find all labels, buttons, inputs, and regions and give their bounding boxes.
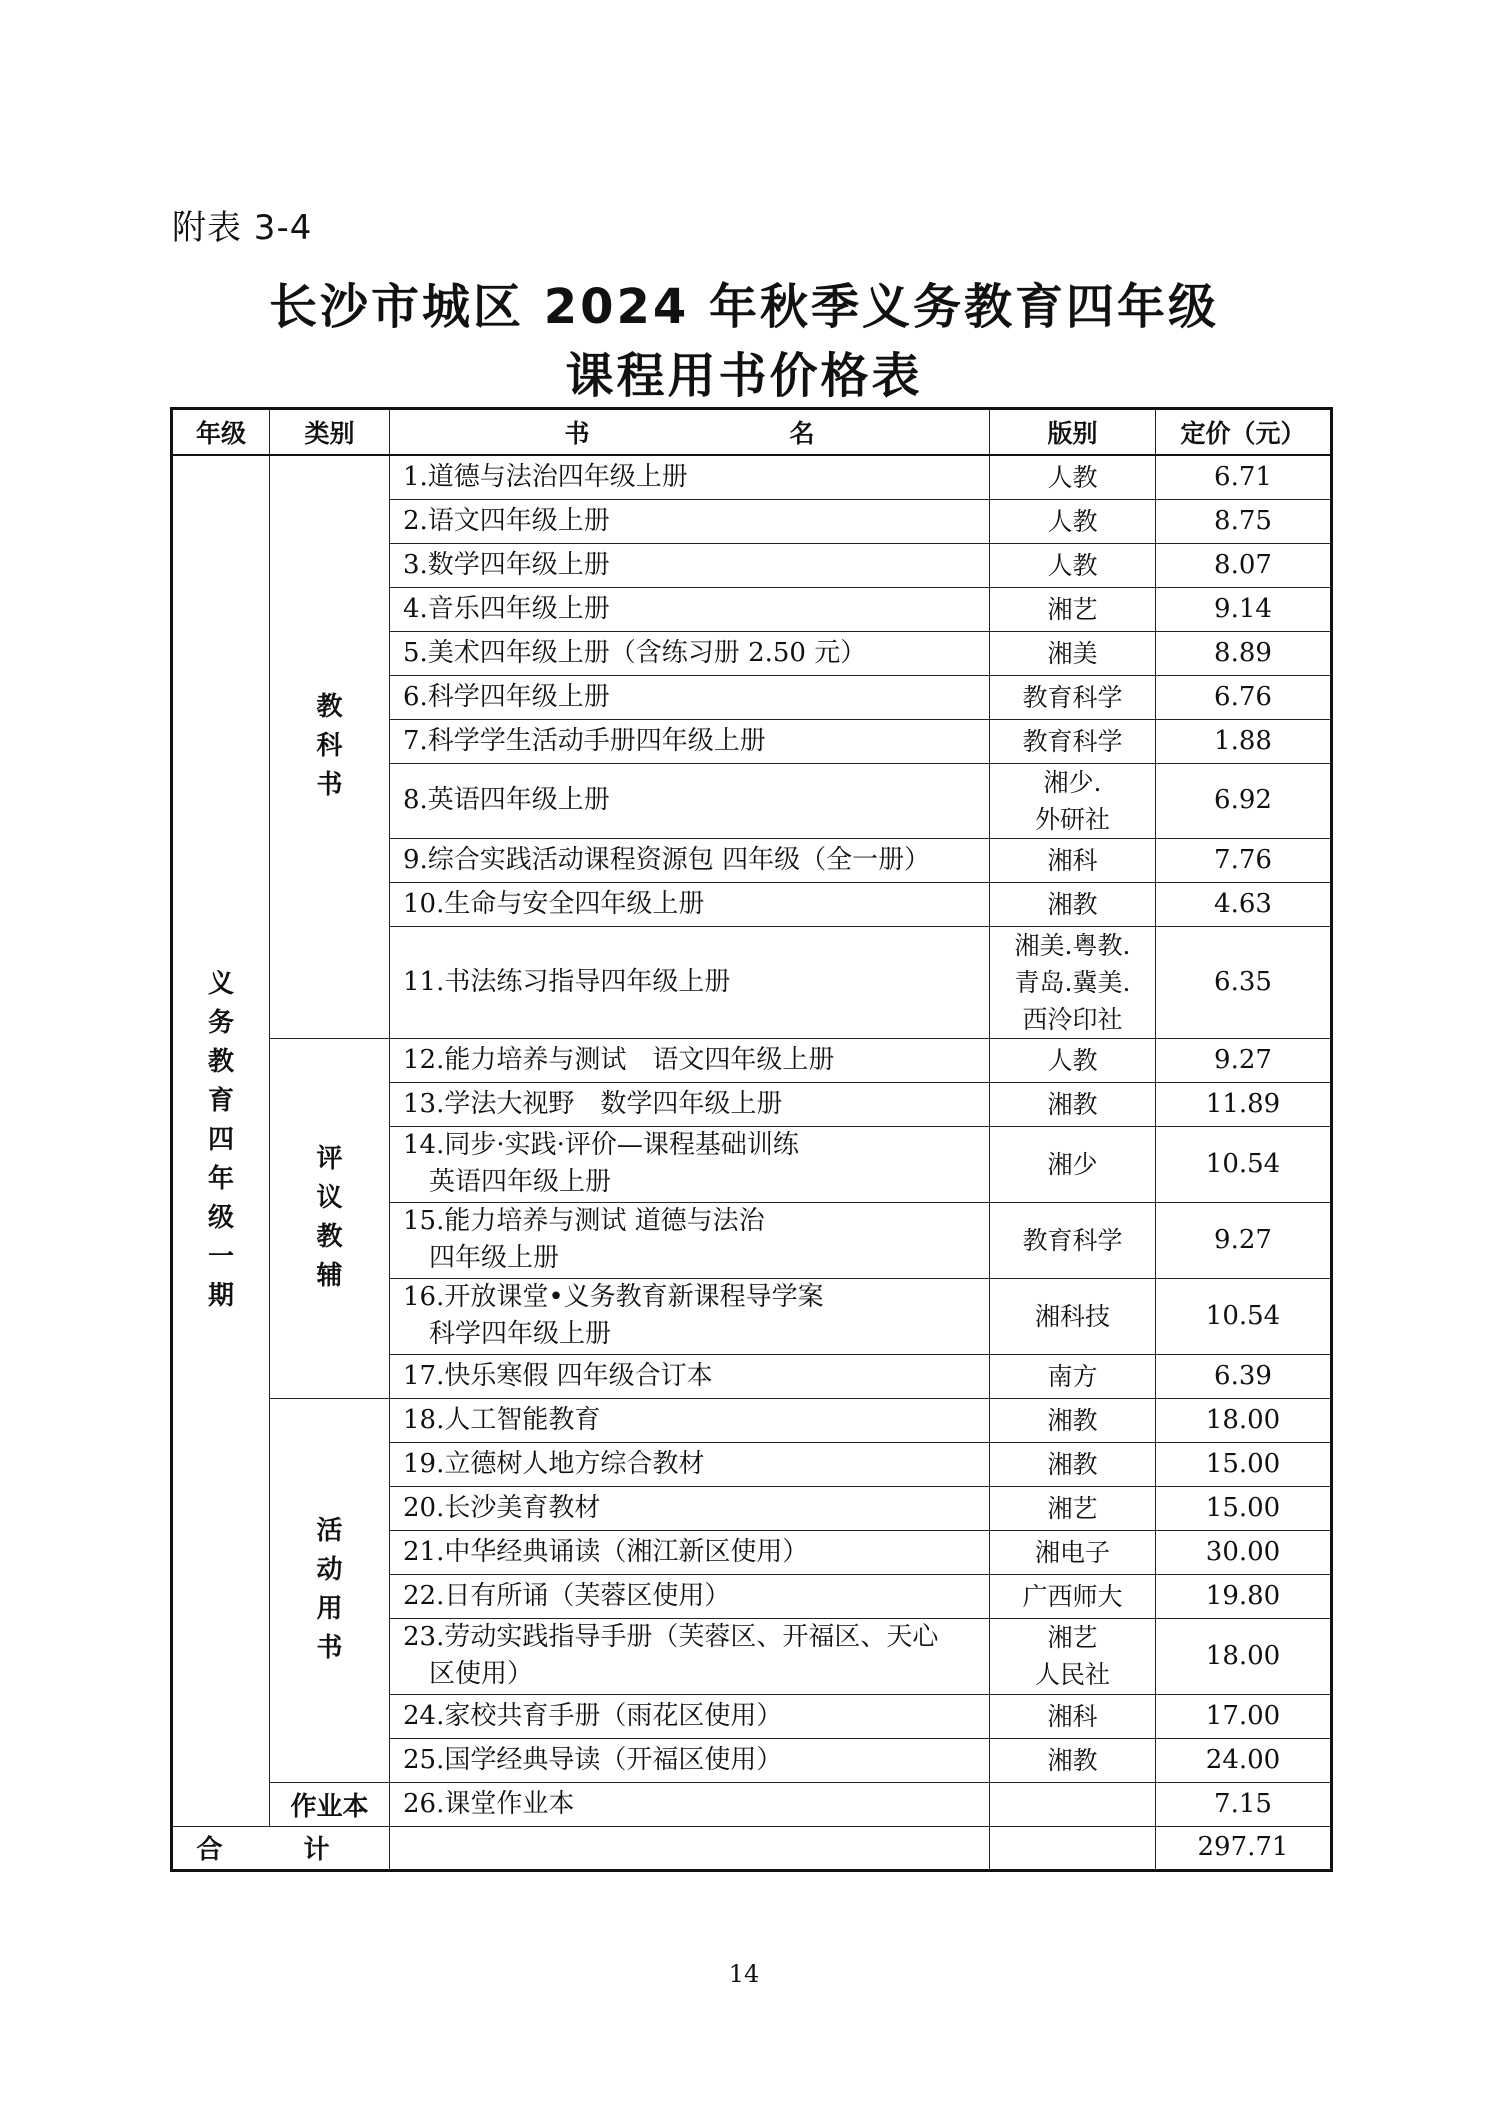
grade-cell-char: 务 [207, 1008, 234, 1039]
book-name-cell [390, 1126, 990, 1202]
table-row [172, 1038, 1332, 1082]
book-name-line: 区使用） [429, 1659, 534, 1689]
edition-cell: 教育科学 [990, 1202, 1156, 1278]
edition-cell: 湘电子 [990, 1530, 1156, 1574]
price-cell: 7.76 [1156, 838, 1332, 882]
header-book-name [390, 409, 990, 456]
book-name-cell: 25.国学经典导读（开福区使用） [390, 1738, 990, 1782]
category-textbook-char: 科 [316, 731, 343, 762]
book-name-cell: 18.人工智能教育 [390, 1398, 990, 1442]
edition-line: 湘艺 [1047, 1623, 1098, 1652]
price-cell: 10.54 [1156, 1126, 1332, 1202]
header-price: 定价（元） [1156, 409, 1332, 456]
book-name-cell [390, 1202, 990, 1278]
edition-cell: 湘科 [990, 838, 1156, 882]
price-cell: 11.89 [1156, 1082, 1332, 1126]
book-name-cell: 12.能力培养与测试 语文四年级上册 [390, 1038, 990, 1082]
edition-cell: 湘教 [990, 882, 1156, 926]
book-name-line: 科学四年级上册 [429, 1319, 612, 1349]
grade-cell-char: 期 [207, 1281, 234, 1312]
price-cell: 9.27 [1156, 1202, 1332, 1278]
edition-cell [990, 1618, 1156, 1694]
price-cell: 24.00 [1156, 1738, 1332, 1782]
category-activity-char: 书 [316, 1633, 343, 1663]
grade-cell-char: 四 [207, 1125, 234, 1156]
grade-cell-char: 年 [207, 1164, 234, 1195]
category-activity [270, 1398, 390, 1782]
book-name-line: 四年级上册 [429, 1243, 560, 1273]
appendix-label: 附表 3-4 [172, 208, 313, 248]
book-name-cell: 13.学法大视野 数学四年级上册 [390, 1082, 990, 1126]
edition-cell: 南方 [990, 1354, 1156, 1398]
category-review-char: 教 [316, 1222, 343, 1252]
book-name-cell [390, 1278, 990, 1354]
category-activity-char: 活 [316, 1516, 343, 1546]
book-name-cell: 11.书法练习指导四年级上册 [390, 926, 990, 1038]
grade-cell-char: 教 [207, 1047, 234, 1078]
book-name-cell: 9.综合实践活动课程资源包 四年级（全一册） [390, 838, 990, 882]
edition-cell: 湘教 [990, 1738, 1156, 1782]
grade-cell [172, 455, 270, 1826]
total-price: 297.71 [1156, 1826, 1332, 1870]
book-name-cell: 19.立德树人地方综合教材 [390, 1442, 990, 1486]
grade-cell-char: 一 [207, 1242, 234, 1273]
edition-line: 人民社 [1034, 1660, 1110, 1689]
edition-cell: 湘艺 [990, 1486, 1156, 1530]
table-row [172, 455, 1332, 499]
book-name-cell: 3.数学四年级上册 [390, 543, 990, 587]
category-review-char: 评 [316, 1144, 343, 1174]
book-name-line: 15.能力培养与测试 道德与法治 [403, 1206, 765, 1236]
book-name-line: 23.劳动实践指导手册（芙蓉区、开福区、天心 [403, 1622, 939, 1652]
price-cell: 7.15 [1156, 1782, 1332, 1826]
book-name-cell: 17.快乐寒假 四年级合订本 [390, 1354, 990, 1398]
edition-cell: 人教 [990, 455, 1156, 499]
grade-cell-char: 育 [207, 1086, 234, 1117]
price-cell: 18.00 [1156, 1398, 1332, 1442]
category-review [270, 1038, 390, 1398]
grade-cell-char: 义 [207, 969, 234, 1000]
price-cell: 4.63 [1156, 882, 1332, 926]
category-activity-char: 用 [316, 1594, 343, 1624]
book-name-line: 16.开放课堂•义务教育新课程导学案 [403, 1282, 824, 1312]
price-table [170, 407, 1333, 1872]
table-header-row [172, 409, 1332, 456]
category-review-char: 议 [316, 1183, 343, 1213]
price-cell: 8.75 [1156, 499, 1332, 543]
page-title-line-2: 课程用书价格表 [565, 348, 923, 404]
table-row [172, 1782, 1332, 1826]
price-cell: 9.27 [1156, 1038, 1332, 1082]
price-cell: 6.39 [1156, 1354, 1332, 1398]
edition-cell: 人教 [990, 1038, 1156, 1082]
edition-cell: 湘教 [990, 1082, 1156, 1126]
header-book-name-char-1: 书 [564, 419, 590, 448]
header-book-name-char-2: 名 [789, 419, 815, 448]
category-activity-char: 动 [316, 1555, 343, 1585]
book-name-cell: 10.生命与安全四年级上册 [390, 882, 990, 926]
price-cell: 6.76 [1156, 675, 1332, 719]
price-cell: 1.88 [1156, 719, 1332, 763]
price-cell: 19.80 [1156, 1574, 1332, 1618]
page-number: 14 [728, 1960, 760, 1988]
book-name-line: 英语四年级上册 [429, 1167, 612, 1197]
price-cell: 6.35 [1156, 926, 1332, 1038]
page-title-line-1: 长沙市城区 2024 年秋季义务教育四年级 [268, 279, 1220, 335]
edition-cell: 湘科 [990, 1694, 1156, 1738]
edition-cell: 湘美 [990, 631, 1156, 675]
edition-cell: 人教 [990, 499, 1156, 543]
edition-cell: 人教 [990, 543, 1156, 587]
category-textbook-char: 教 [316, 692, 343, 723]
edition-line: 青岛.冀美. [1014, 967, 1131, 997]
total-row [172, 1826, 1332, 1870]
price-cell: 17.00 [1156, 1694, 1332, 1738]
book-name-line: 14.同步·实践·评价—课程基础训练 [403, 1130, 799, 1160]
book-name-cell: 6.科学四年级上册 [390, 675, 990, 719]
edition-cell: 湘教 [990, 1398, 1156, 1442]
book-name-cell: 8.英语四年级上册 [390, 763, 990, 838]
category-review-char: 辅 [316, 1261, 343, 1291]
edition-cell: 广西师大 [990, 1574, 1156, 1618]
book-name-cell: 22.日有所诵（芙蓉区使用） [390, 1574, 990, 1618]
edition-cell: 湘教 [990, 1442, 1156, 1486]
book-name-cell: 5.美术四年级上册（含练习册 2.50 元） [390, 631, 990, 675]
header-edition: 版别 [990, 409, 1156, 456]
edition-cell [990, 1782, 1156, 1826]
book-name-cell: 26.课堂作业本 [390, 1782, 990, 1826]
table-body [172, 455, 1332, 1870]
edition-cell [990, 926, 1156, 1038]
price-cell: 10.54 [1156, 1278, 1332, 1354]
edition-line: 湘少. [1043, 767, 1102, 797]
book-name-cell: 24.家校共育手册（雨花区使用） [390, 1694, 990, 1738]
grade-cell-char: 级 [207, 1203, 234, 1234]
category-textbook-char: 书 [316, 770, 343, 801]
price-cell: 6.71 [1156, 455, 1332, 499]
book-name-cell: 20.长沙美育教材 [390, 1486, 990, 1530]
price-cell: 6.92 [1156, 763, 1332, 838]
edition-line: 湘美.粤教. [1014, 930, 1131, 960]
edition-cell: 湘艺 [990, 587, 1156, 631]
total-label: 合 计 [172, 1826, 390, 1870]
book-name-cell: 1.道德与法治四年级上册 [390, 455, 990, 499]
total-empty-cell [390, 1826, 990, 1870]
price-cell: 15.00 [1156, 1442, 1332, 1486]
header-category: 类别 [270, 409, 390, 456]
table-row [172, 1398, 1332, 1442]
category-textbook [270, 455, 390, 1038]
edition-cell [990, 763, 1156, 838]
total-empty-cell [990, 1826, 1156, 1870]
book-name-cell: 7.科学学生活动手册四年级上册 [390, 719, 990, 763]
edition-cell: 湘科技 [990, 1278, 1156, 1354]
price-cell: 9.14 [1156, 587, 1332, 631]
price-cell: 18.00 [1156, 1618, 1332, 1694]
price-cell: 30.00 [1156, 1530, 1332, 1574]
edition-cell: 教育科学 [990, 675, 1156, 719]
price-cell: 15.00 [1156, 1486, 1332, 1530]
book-name-cell: 4.音乐四年级上册 [390, 587, 990, 631]
edition-line: 外研社 [1034, 804, 1110, 834]
header-grade: 年级 [172, 409, 270, 456]
category-homework: 作业本 [270, 1782, 390, 1826]
price-cell: 8.89 [1156, 631, 1332, 675]
edition-cell: 教育科学 [990, 719, 1156, 763]
edition-line: 西泠印社 [1022, 1004, 1123, 1034]
price-cell: 8.07 [1156, 543, 1332, 587]
book-name-cell: 21.中华经典诵读（湘江新区使用） [390, 1530, 990, 1574]
edition-cell: 湘少 [990, 1126, 1156, 1202]
book-name-cell: 2.语文四年级上册 [390, 499, 990, 543]
book-name-cell [390, 1618, 990, 1694]
